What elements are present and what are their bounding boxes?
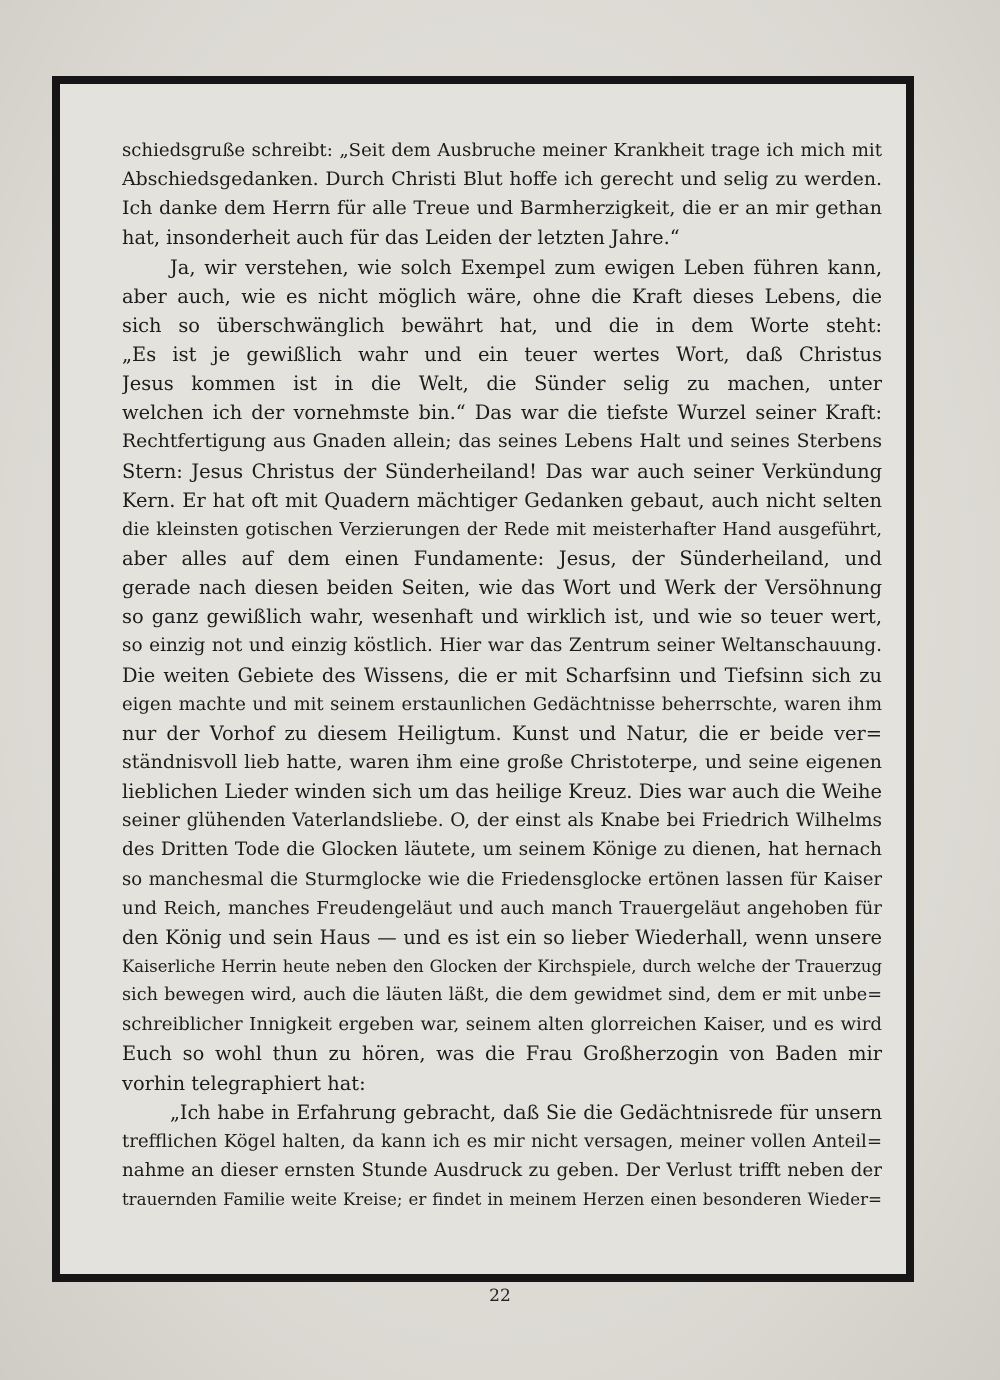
text-line: nur der Vorhof zu diesem Heiligtum. Kunst und Natur, die er beide ver=: [122, 721, 882, 745]
text-line: lieblichen Lieder winden sich um das heilige Kreuz. Dies war auch die Weihe: [122, 780, 882, 804]
text-line: so einzig not und einzig köstlich. Hier war das Zentrum seiner Weltanschauung.: [122, 635, 882, 657]
text-line: Ja, wir verstehen, wie solch Exempel zum ewigen Leben führen kann,: [170, 255, 882, 279]
text-line: nahme an dieser ernsten Stunde Ausdruck zu geben. Der Verlust trifft neben der: [122, 1159, 882, 1181]
text-line: Stern: Jesus Christus der Sünderheiland! Das war auch seiner Verkündung: [122, 459, 882, 483]
text-line: sich bewegen wird, auch die läuten läßt, die dem gewidmet sind, dem er mit unbe=: [122, 985, 882, 1006]
text-line: ständnisvoll lieb hatte, waren ihm eine große Christoterpe, und seine eigenen: [122, 750, 882, 773]
text-line: des Dritten Tode die Glocken läutete, um seinem Könige zu dienen, hat hernach: [122, 839, 882, 861]
text-line: eigen machte und mit seinem erstaunlichen Gedächtnisse beherrschte, waren ihm: [122, 693, 882, 715]
text-line: aber auch, wie es nicht möglich wäre, ohne die Kraft dieses Lebens, die: [122, 284, 882, 308]
text-line: Euch so wohl thun zu hören, was die Frau Großherzogin von Baden mir: [122, 1042, 882, 1066]
text-line: Jesus kommen ist in die Welt, die Sünder selig zu machen, unter: [122, 372, 882, 396]
text-line: sich so überschwänglich bewährt hat, und die in dem Worte steht:: [122, 313, 882, 337]
text-line: „Ich habe in Erfahrung gebracht, daß Sie die Gedächtnisrede für unsern: [170, 1100, 882, 1124]
text-line: den König und sein Haus — und es ist ein so lieber Wiederhall, wenn unsere: [122, 925, 882, 949]
text-line: und Reich, manches Freudengeläut und auch manch Trauergeläut angehoben für: [122, 897, 882, 919]
text-line: gerade nach diesen beiden Seiten, wie das Wort und Werk der Versöhnung: [122, 576, 882, 600]
text-line: Rechtfertigung aus Gnaden allein; das seines Lebens Halt und seines Sterbens: [122, 431, 882, 453]
text-line: aber alles auf dem einen Fundamente: Jesus, der Sünderheiland, und: [122, 546, 882, 570]
text-line: so manchesmal die Sturmglocke wie die Friedensglocke ertönen lassen für Kaiser: [122, 868, 882, 890]
text-line: „Es ist je gewißlich wahr und ein teuer wertes Wort, daß Christus: [122, 342, 882, 366]
text-line: seiner glühenden Vaterlandsliebe. O, der einst als Knabe bei Friedrich Wilhelms: [122, 810, 882, 832]
text-line: Ich danke dem Herrn für alle Treue und Barmherzigkeit, die er an mir gethan: [122, 197, 882, 220]
text-line: schiedsgruße schreibt: „Seit dem Ausbruche meiner Krankheit trage ich mich mit: [122, 140, 882, 161]
text-line: vorhin telegraphiert hat:: [122, 1071, 366, 1095]
text-line: hat, insonderheit auch für das Leiden der letzten Jahre.“: [122, 226, 680, 250]
text-line: trauernden Familie weite Kreise; er findet in meinem Herzen einen besonderen Wieder=: [122, 1190, 882, 1210]
text-line: Die weiten Gebiete des Wissens, die er mit Scharfsinn und Tiefsinn sich zu: [122, 663, 882, 687]
mourning-border-frame: [52, 76, 914, 1282]
text-line: Kaiserliche Herrin heute neben den Glocken der Kirchspiele, durch welche der Trauerzug: [122, 956, 882, 976]
text-line: die kleinsten gotischen Verzierungen der Rede mit meisterhafter Hand ausgeführt,: [122, 518, 882, 540]
text-line: Abschiedsgedanken. Durch Christi Blut hoffe ich gerecht und selig zu werden.: [122, 168, 882, 191]
text-line: so ganz gewißlich wahr, wesenhaft und wirklich ist, und wie so teuer wert,: [122, 605, 882, 629]
text-line: Kern. Er hat oft mit Quadern mächtiger Gedanken gebaut, auch nicht selten: [122, 488, 882, 512]
page-number: 22: [489, 1286, 511, 1306]
body-text: [122, 136, 882, 1214]
text-line: schreiblicher Innigkeit ergeben war, seinem alten glorreichen Kaiser, und es wird: [122, 1014, 882, 1036]
text-line: welchen ich der vornehmste bin.“ Das war die tiefste Wurzel seiner Kraft:: [122, 401, 882, 425]
text-line: trefflichen Kögel halten, da kann ich es mir nicht versagen, meiner vollen Anteil=: [122, 1130, 882, 1152]
